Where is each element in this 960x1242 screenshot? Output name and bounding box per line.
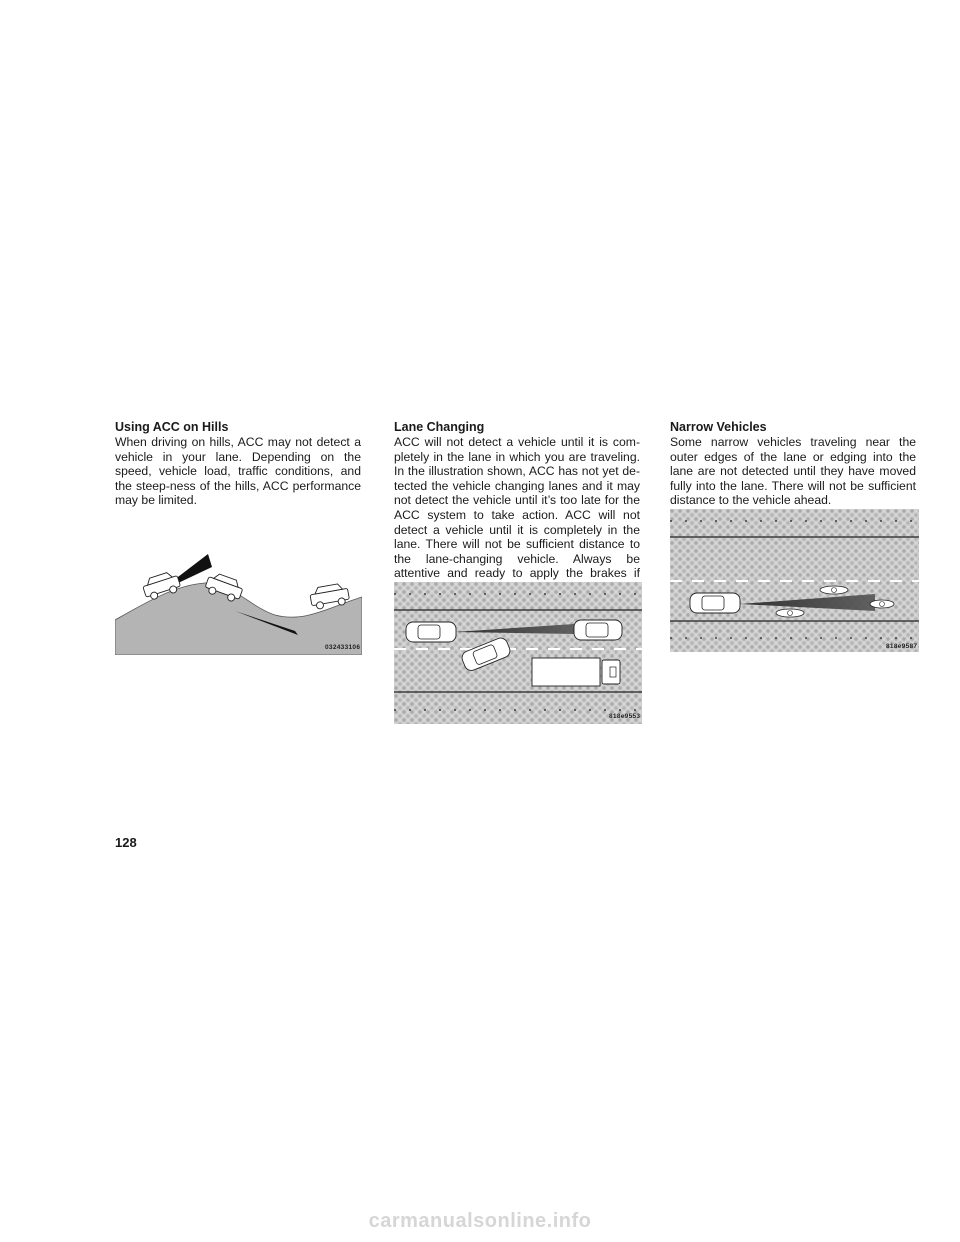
figure-code: 818e9553 (609, 713, 641, 720)
section-body: Some narrow vehicles traveling near the outer edges of the lane or edging into the lane are not detected until they have moved fully into the lane. There will not be sufficient distance to the vehicle ahead. (670, 435, 916, 508)
page-number: 128 (115, 835, 137, 850)
figure-narrow-vehicles-illustration (670, 509, 919, 652)
section-heading: Lane Changing (394, 420, 485, 434)
section-acc-hills (115, 420, 361, 508)
figure-lane-change-illustration (394, 582, 642, 724)
figure-code: 032433106 (325, 644, 361, 651)
figure-hills-illustration (115, 545, 362, 655)
section-body: ACC will not detect a vehicle until it is com-pletely in the lane in which you are traveling. In the illustration shown, ACC has not yet de-tected the vehicle changing lanes and it may not detect the vehicle until it’s too late for the ACC system to take action. ACC will not detect a vehicle until it is completely in the lane. There will not be sufficient distance to the lane-changing vehicle. Always be attentive and ready to apply the brakes if (394, 435, 640, 581)
section-heading: Using ACC on Hills (115, 420, 229, 434)
section-narrow-vehicles (670, 420, 916, 508)
section-heading: Narrow Vehicles (670, 420, 767, 434)
section-lane-changing (394, 420, 640, 596)
section-body: When driving on hills, ACC may not detect a vehicle in your lane. Depending on the speed, vehicle load, traffic conditions, and the steep-ness of the hills, ACC performance may be limited. (115, 435, 361, 508)
figure-code: 818e9587 (886, 643, 918, 650)
watermark: carmanualsonline.info (368, 1210, 592, 1232)
